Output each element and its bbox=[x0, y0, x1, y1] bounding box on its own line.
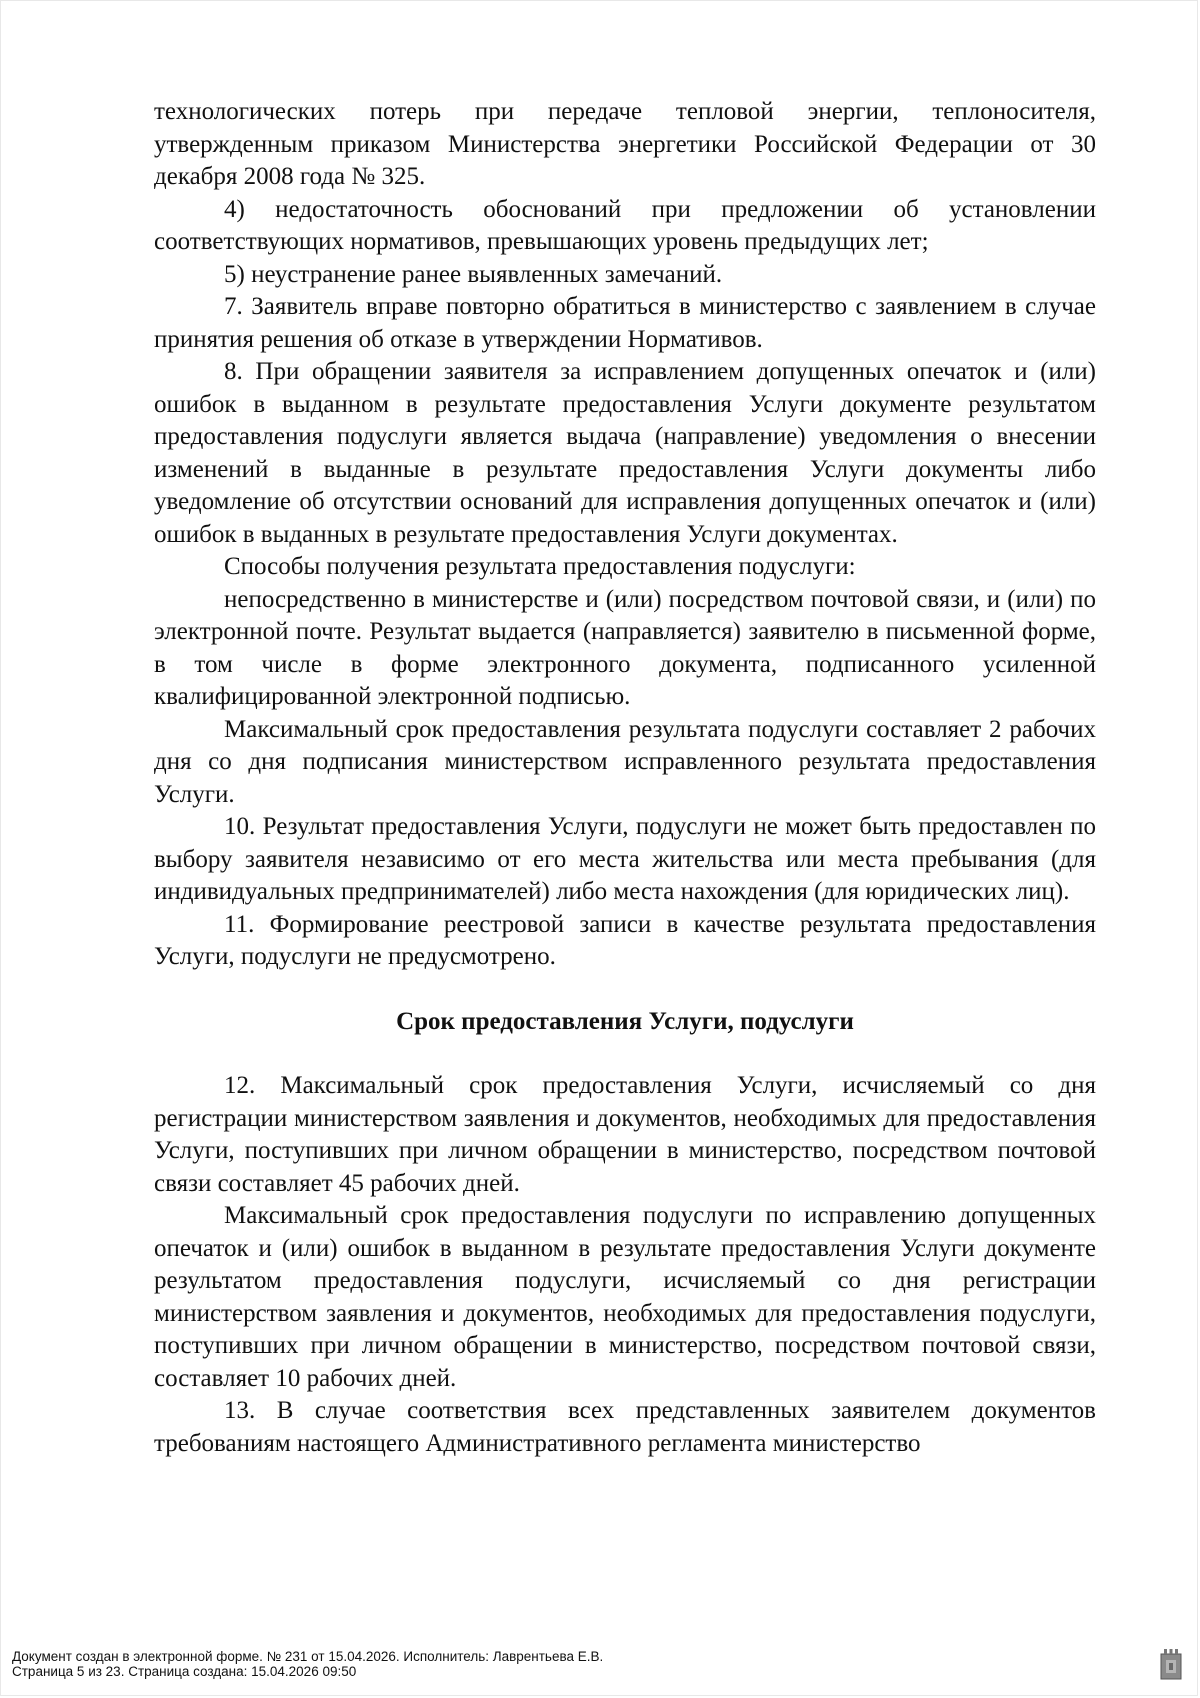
document-footer bbox=[12, 1649, 603, 1679]
paragraph: 5) неустранение ранее выявленных замечаний. bbox=[224, 260, 723, 288]
paragraph: Максимальный срок предоставления подуслуги по исправлению допущенных опечаток и (или) ошибок в выданном в результате предоставления Услуги документе результатом предоставления подуслуги, исчисляемый со дня регистрации министерством заявления и документов, необходимых для предоставления подуслуги, поступивших при личном обращении в министерство, посредством почтовой связи, составляет 10 рабочих дней. bbox=[154, 1202, 1096, 1392]
paragraph: 12. Максимальный срок предоставления Услуги, исчисляемый со дня регистрации министерством заявления и документов, необходимых для предоставления Услуги, поступивших при личном обращении в министерство, посредством почтовой связи составляет 45 рабочих дней. bbox=[154, 1072, 1096, 1197]
paragraph: 7. Заявитель вправе повторно обратиться в министерство с заявлением в случае принятия решения об отказе в утверждении Нормативов. bbox=[154, 293, 1096, 353]
paragraph: технологических потерь при передаче тепловой энергии, теплоносителя, утвержденным приказом Министерства энергетики Российской Федерации от 30 декабря 2008 года № 325. bbox=[154, 98, 1096, 190]
paragraph: 4) недостаточность обоснований при предложении об установлении соответствующих нормативов, превышающих уровень предыдущих лет; bbox=[154, 195, 1096, 255]
section-heading: Срок предоставления Услуги, подуслуги bbox=[396, 1007, 854, 1035]
document-body bbox=[154, 96, 1096, 1460]
paragraph: непосредственно в министерстве и (или) посредством почтовой связи, и (или) по электронной почте. Результат выдается (направляется) заявителю в письменной форме, в том числе в форме электронного документа, подписанного усиленной квалифицированной электронной подписью. bbox=[154, 585, 1096, 710]
paragraph: Максимальный срок предоставления результата подуслуги составляет 2 рабочих дня со дня подписания министерством исправленного результата предоставления Услуги. bbox=[154, 715, 1096, 808]
paragraph: 10. Результат предоставления Услуги, подуслуги не может быть предоставлен по выбору заявителя независимо от его места жительства или места пребывания (для индивидуальных предпринимателей) либо места нахождения (для юридических лиц). bbox=[154, 813, 1096, 905]
footer-line-document-info: Документ создан в электронной форме. № 231 от 15.04.2026. Исполнитель: Лаврентьева Е.В. bbox=[12, 1649, 604, 1664]
paragraph: 13. В случае соответствия всех представленных заявителем документов требованиям настоящего Административного регламента министерство bbox=[154, 1397, 1096, 1457]
paragraph: 8. При обращении заявителя за исправлением допущенных опечаток и (или) ошибок в выданном в результате предоставления Услуги документе результатом предоставления подуслуги является выдача (направление) уведомления о внесении изменений в выданные в результате предоставления Услуги документы либо уведомление об отсутствии оснований для исправления допущенных опечаток и (или) ошибок в выданных в результате предоставления Услуги документах. bbox=[154, 358, 1096, 548]
paragraph: Способы получения результата предоставления подуслуги: bbox=[224, 553, 856, 580]
paragraph: 11. Формирование реестровой записи в качестве результата предоставления Услуги, подуслуги не предусмотрено. bbox=[154, 910, 1096, 970]
document-seal-icon bbox=[1160, 1648, 1182, 1680]
footer-line-page-info: Страница 5 из 23. Страница создана: 15.04.2026 09:50 bbox=[12, 1664, 357, 1679]
